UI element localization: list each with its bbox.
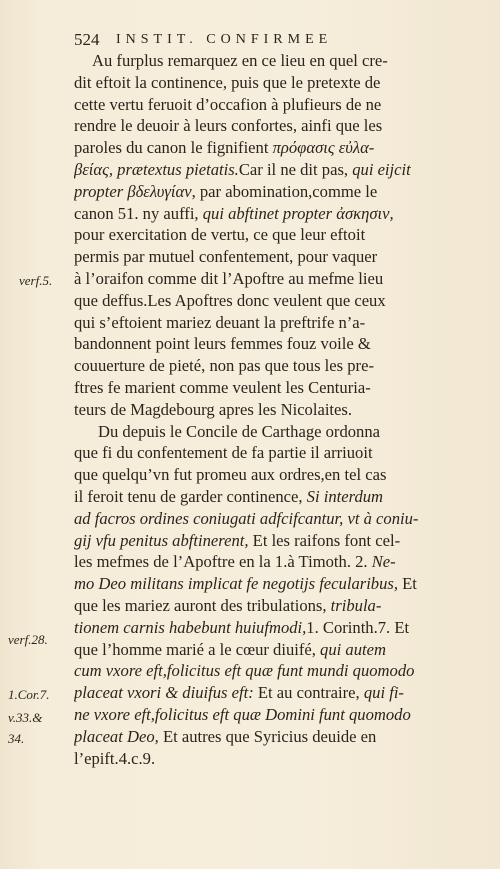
text-line: [74, 508, 466, 530]
italic-segment: gij vfu penitus abftinerent,: [74, 530, 249, 550]
text-line: [74, 617, 466, 639]
text-line: [74, 355, 466, 377]
italic-segment: tionem carnis habebunt huiufmodi,: [74, 617, 307, 637]
text-line: [74, 159, 466, 181]
text-line: [74, 50, 466, 72]
italic-segment: πρόφασις εὐλα-: [272, 138, 375, 158]
text-line: [74, 115, 466, 137]
text-segment: , par abomination,comme le: [191, 181, 378, 201]
italic-segment: qui eijcit: [352, 159, 411, 179]
text-segment: ftres fe marient comme veulent les Centuria-: [74, 377, 371, 397]
margin-note-34: 34.: [8, 731, 25, 746]
text-line: [74, 639, 466, 661]
text-segment: cette vertu feruoit d’occafion à plufieurs de ne: [74, 94, 382, 114]
italic-segment: placeat vxori & diuifus eft:: [74, 683, 254, 703]
italic-segment: ne vxore eft,folicitus eft quæ Domini funt quomodo: [74, 704, 411, 724]
text-line: [74, 246, 466, 268]
italic-segment: qui fi-: [363, 683, 404, 703]
text-line: [74, 94, 466, 116]
text-line: [74, 224, 466, 246]
text-line: [74, 726, 466, 748]
text-segment: Du depuis le Concile de Carthage ordonna: [98, 421, 381, 441]
margin-note-vers-5: verf.5.: [19, 273, 53, 288]
text-segment: que l’homme marié a le cœur diuifé,: [74, 639, 321, 659]
text-line: [74, 486, 466, 508]
text-segment: que les mariez auront des tribulations,: [74, 595, 331, 615]
italic-segment: qui abftinet propter ἀσκησιν,: [202, 203, 394, 223]
italic-segment: mo Deo militans implicat fe negotijs fecularibus,: [74, 574, 399, 594]
text-segment: il feroit tenu de garder continence,: [74, 486, 307, 506]
text-segment: que deffus.Les Apoftres donc veulent que ceux: [74, 290, 386, 310]
italic-segment: tribula-: [330, 595, 382, 615]
text-line: [74, 377, 466, 399]
text-segment: Et les raifons font cel-: [248, 530, 401, 550]
text-segment: que quelqu’vn fut promeu aux ordres,en tel cas: [74, 465, 387, 485]
text-segment: canon 51. ny auffi,: [74, 203, 203, 223]
text-line: [74, 181, 466, 203]
margin-notes: [0, 0, 74, 869]
italic-segment: Si interdum: [306, 486, 384, 506]
text-line: [74, 290, 466, 312]
text-segment: teurs de Magdebourg apres les Nicolaites.: [74, 399, 353, 419]
text-line: [74, 595, 466, 617]
text-line: [74, 203, 466, 225]
text-line: [74, 333, 466, 355]
text-segment: Et autres que Syricius deuide en: [158, 726, 377, 746]
italic-segment: propter βδελυγίαν: [74, 181, 192, 201]
text-segment: qui s’eftoient mariez deuant la preftrife n’a-: [74, 312, 366, 332]
text-segment: les mefmes de l’Apoftre en la 1.à Timoth. 2.: [74, 552, 372, 572]
text-segment: Car il ne dit pas,: [238, 159, 353, 179]
text-line: [74, 464, 466, 486]
text-segment: Et au contraire,: [253, 683, 364, 703]
italic-segment: cum vxore eft,folicitus eft quæ funt mundi quomodo: [74, 661, 415, 681]
italic-segment: Ne-: [371, 552, 396, 572]
italic-segment: ad facros ordines coniugati adfcifcantur, vt à coniu-: [74, 508, 419, 528]
text-line: [74, 682, 466, 704]
text-segment: 1. Corinth.7. Et: [306, 617, 410, 637]
text-line: [74, 399, 466, 421]
text-line: [74, 551, 466, 573]
text-line: [74, 312, 466, 334]
text-line: [74, 137, 466, 159]
italic-segment: placeat Deo,: [74, 726, 159, 746]
text-segment: Au furplus remarquez en ce lieu en quel cre-: [92, 51, 388, 70]
text-line: [74, 421, 466, 443]
margin-note-1-cor-7: 1.Cor.7.: [8, 687, 50, 702]
text-segment: rendre le deuoir à leurs confortes, ainfi que les: [74, 116, 383, 136]
body-text: [74, 50, 466, 769]
text-line: [74, 660, 466, 682]
text-line: [74, 530, 466, 552]
margin-note-vers-28: verf.28.: [8, 632, 48, 647]
text-segment: dit eftoit la continence, puis que le pretexte de: [74, 72, 381, 92]
text-segment: bandonnent point leurs femmes fouz voile &: [74, 334, 371, 354]
text-line: [74, 748, 466, 770]
text-segment: Et: [398, 574, 417, 594]
page-header: [74, 30, 464, 52]
italic-segment: qui autem: [320, 639, 386, 659]
text-segment: pour exercitation de vertu, ce que leur eftoit: [74, 225, 366, 245]
text-segment: permis par mutuel confentement, pour vaquer: [74, 247, 378, 267]
text-segment: à l’oraifon comme dit l’Apoftre au mefme lieu: [74, 268, 384, 288]
text-line: [74, 573, 466, 595]
text-line: [74, 72, 466, 94]
text-segment: l’epift.4.c.9.: [74, 748, 156, 768]
margin-note-v-33: v.33.&: [8, 710, 43, 725]
page-number: 524: [74, 30, 100, 49]
text-line: [74, 268, 466, 290]
text-line: [74, 442, 466, 464]
text-segment: couuerture de pieté, non pas que tous les pre-: [74, 356, 374, 376]
text-line: [74, 704, 466, 726]
text-segment: paroles du canon le fignifient: [74, 138, 273, 158]
text-segment: que fi du confentement de fa partie il arriuoit: [74, 443, 373, 463]
running-title: INSTIT. CONFIRMEE: [116, 32, 333, 47]
italic-segment: βείας, prætextus pietatis.: [74, 159, 239, 179]
